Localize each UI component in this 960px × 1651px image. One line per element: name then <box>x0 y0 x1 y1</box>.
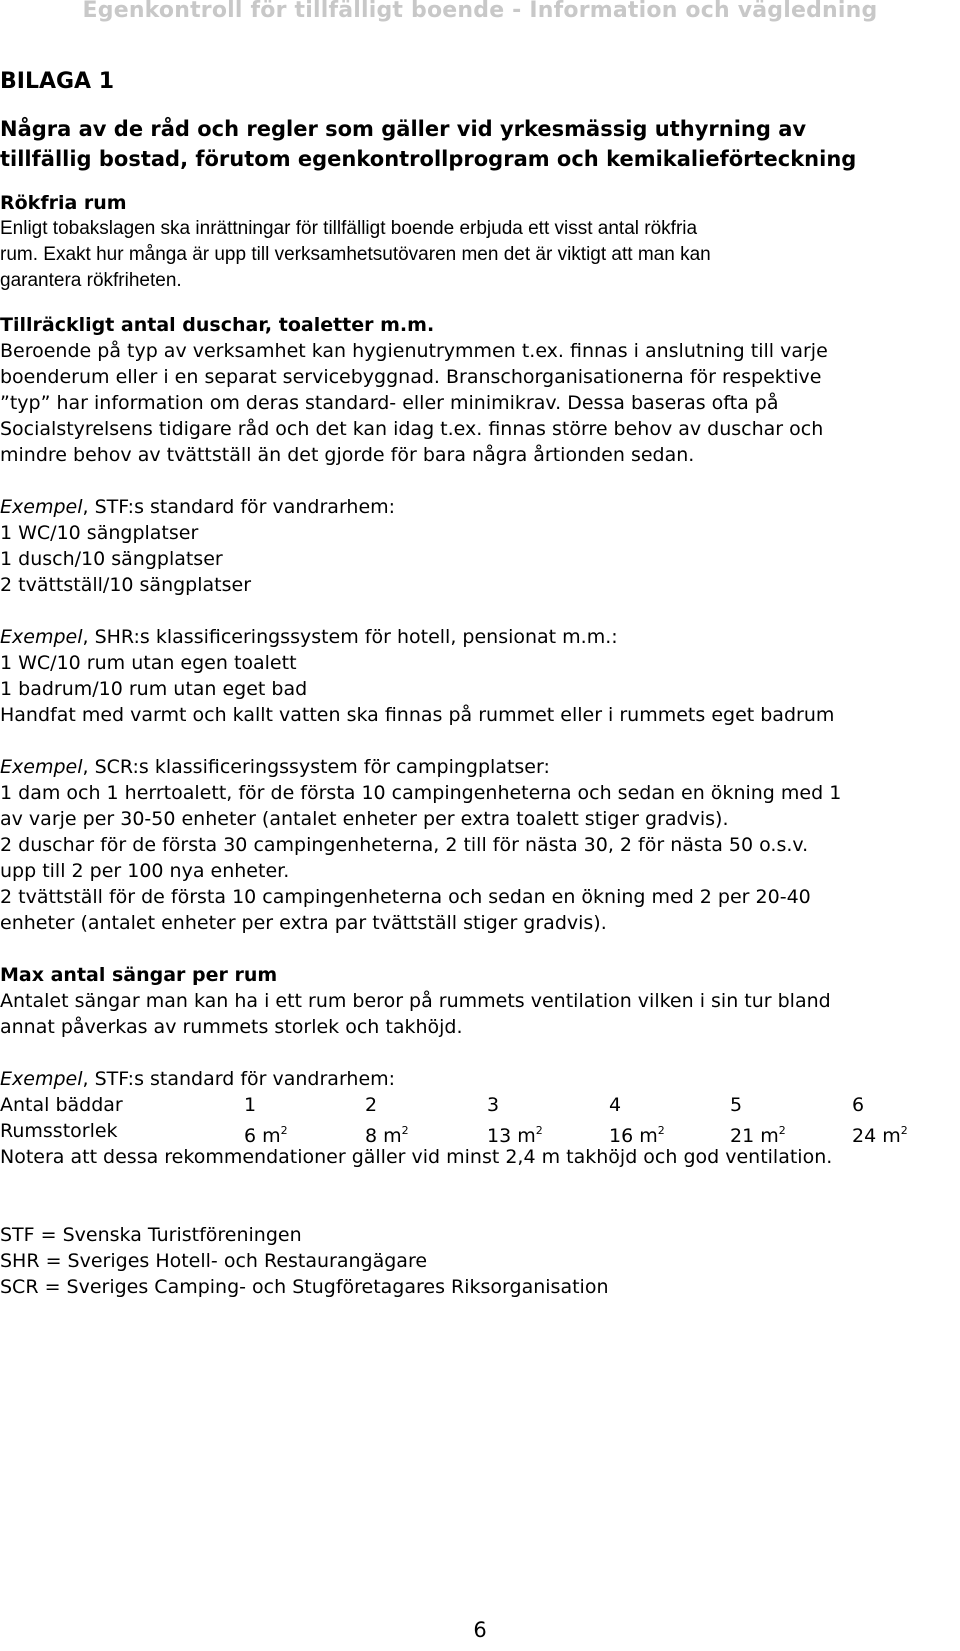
example-scr-line: upp till 2 per 100 nya enheter. <box>0 860 290 882</box>
example-scr-line: 2 duschar för de första 30 campingenheterna, 2 till för nästa 30, 2 för nästa 50 o.s.v. <box>0 834 809 856</box>
page-content <box>0 68 960 1300</box>
duschar-line: Beroende på typ av verksamhet kan hygienutrymmen t.ex. finnas i anslutning till varje <box>0 340 828 362</box>
rokfria-line: garantera rökfriheten. <box>0 270 182 291</box>
example-scr-heading: Exempel, SCR:s klassificeringssystem för campingplatser: <box>0 756 550 778</box>
page-title-line-1: Några av de råd och regler som gäller vid yrkesmässig uthyrning av <box>0 117 807 141</box>
example-shr-line: 1 badrum/10 rum utan eget bad <box>0 678 308 700</box>
rokfria-line: rum. Exakt hur många är upp till verksamhetsutövaren men det är viktigt att man kan <box>0 244 711 265</box>
beds-cell: 1 <box>244 1094 257 1116</box>
size-cell: 24 $m^2$ <box>852 1124 908 1147</box>
running-header: Egenkontroll för tillfälligt boende - Information och vägledning <box>82 0 878 23</box>
beds-cell: 5 <box>730 1094 743 1116</box>
duschar-line: ”typ” har information om deras standard- eller minimikrav. Dessa baseras ofta på <box>0 392 779 414</box>
example-stf-line: 1 WC/10 sängplatser <box>0 522 199 544</box>
abbreviation-line: SHR = Sveriges Hotell- och Restaurangägare <box>0 1250 428 1272</box>
example-scr-line: enheter (antalet enheter per extra par tvättställ stiger gradvis). <box>0 912 607 934</box>
size-cell: 8 $m^2$ <box>365 1124 409 1147</box>
size-cell: 6 $m^2$ <box>244 1124 288 1147</box>
example-stf-line: 1 dusch/10 sängplatser <box>0 548 223 570</box>
abbreviation-line: STF = Svenska Turistföreningen <box>0 1224 302 1246</box>
beds-cell: 6 <box>852 1094 865 1116</box>
page-title-line-2: tillfällig bostad, förutom egenkontrollprogram och kemikalieförteckning <box>0 147 857 171</box>
beds-cell: 3 <box>487 1094 500 1116</box>
heading-rokfria: Rökfria rum <box>0 192 127 214</box>
example-shr-line: Handfat med varmt och kallt vatten ska finnas på rummet eller i rummets eget badrum <box>0 704 835 726</box>
beds-table <box>0 1092 960 1147</box>
heading-duschar: Tillräckligt antal duschar, toaletter m.m. <box>0 314 435 336</box>
beds-cell: 4 <box>609 1094 622 1116</box>
beds-cell: 2 <box>365 1094 378 1116</box>
page-number: 6 <box>473 1618 487 1642</box>
example-shr-heading: Exempel, SHR:s klassificeringssystem för hotell, pensionat m.m.: <box>0 626 618 648</box>
duschar-line: Socialstyrelsens tidigare råd och det kan idag t.ex. finnas större behov av duschar och <box>0 418 824 440</box>
beds-row-label: Antal bäddar <box>0 1094 123 1116</box>
appendix-label: BILAGA 1 <box>0 69 115 94</box>
example-stf-line: 2 tvättställ/10 sängplatser <box>0 574 252 596</box>
duschar-line: mindre behov av tvättställ än det gjorde för bara några årtionden sedan. <box>0 444 695 466</box>
size-row-label: Rumsstorlek <box>0 1120 118 1142</box>
example-stf-heading: Exempel, STF:s standard för vandrarhem: <box>0 496 396 518</box>
abbreviation-line: SCR = Sveriges Camping- och Stugföretagares Riksorganisation <box>0 1276 609 1298</box>
size-cell: 16 $m^2$ <box>609 1124 665 1147</box>
beds-note: Notera att dessa rekommendationer gäller vid minst 2,4 m takhöjd och god ventilation. <box>0 1146 833 1168</box>
example-scr-line: 2 tvättställ för de första 10 campingenheterna och sedan en ökning med 2 per 20-40 <box>0 886 811 908</box>
sangar-line: Antalet sängar man kan ha i ett rum beror på rummets ventilation vilken i sin tur bland <box>0 990 831 1012</box>
duschar-line: boenderum eller i en separat servicebyggnad. Branschorganisationerna för respektive <box>0 366 822 388</box>
beds-row <box>0 1092 960 1118</box>
size-cell: 21 $m^2$ <box>730 1124 786 1147</box>
rokfria-line: Enligt tobakslagen ska inrättningar för tillfälligt boende erbjuda ett visst antal rökfria <box>0 218 698 239</box>
example-scr-line: av varje per 30-50 enheter (antalet enheter per extra toalett stiger gradvis). <box>0 808 729 830</box>
example-scr-line: 1 dam och 1 herrtoalett, för de första 10 campingenheterna och sedan en ökning med 1 <box>0 782 842 804</box>
example-beds-heading: Exempel, STF:s standard för vandrarhem: <box>0 1068 396 1090</box>
example-shr-line: 1 WC/10 rum utan egen toalett <box>0 652 297 674</box>
sangar-line: annat påverkas av rummets storlek och takhöjd. <box>0 1016 463 1038</box>
size-row <box>0 1118 960 1147</box>
heading-sangar: Max antal sängar per rum <box>0 964 278 986</box>
size-cell: 13 $m^2$ <box>487 1124 543 1147</box>
